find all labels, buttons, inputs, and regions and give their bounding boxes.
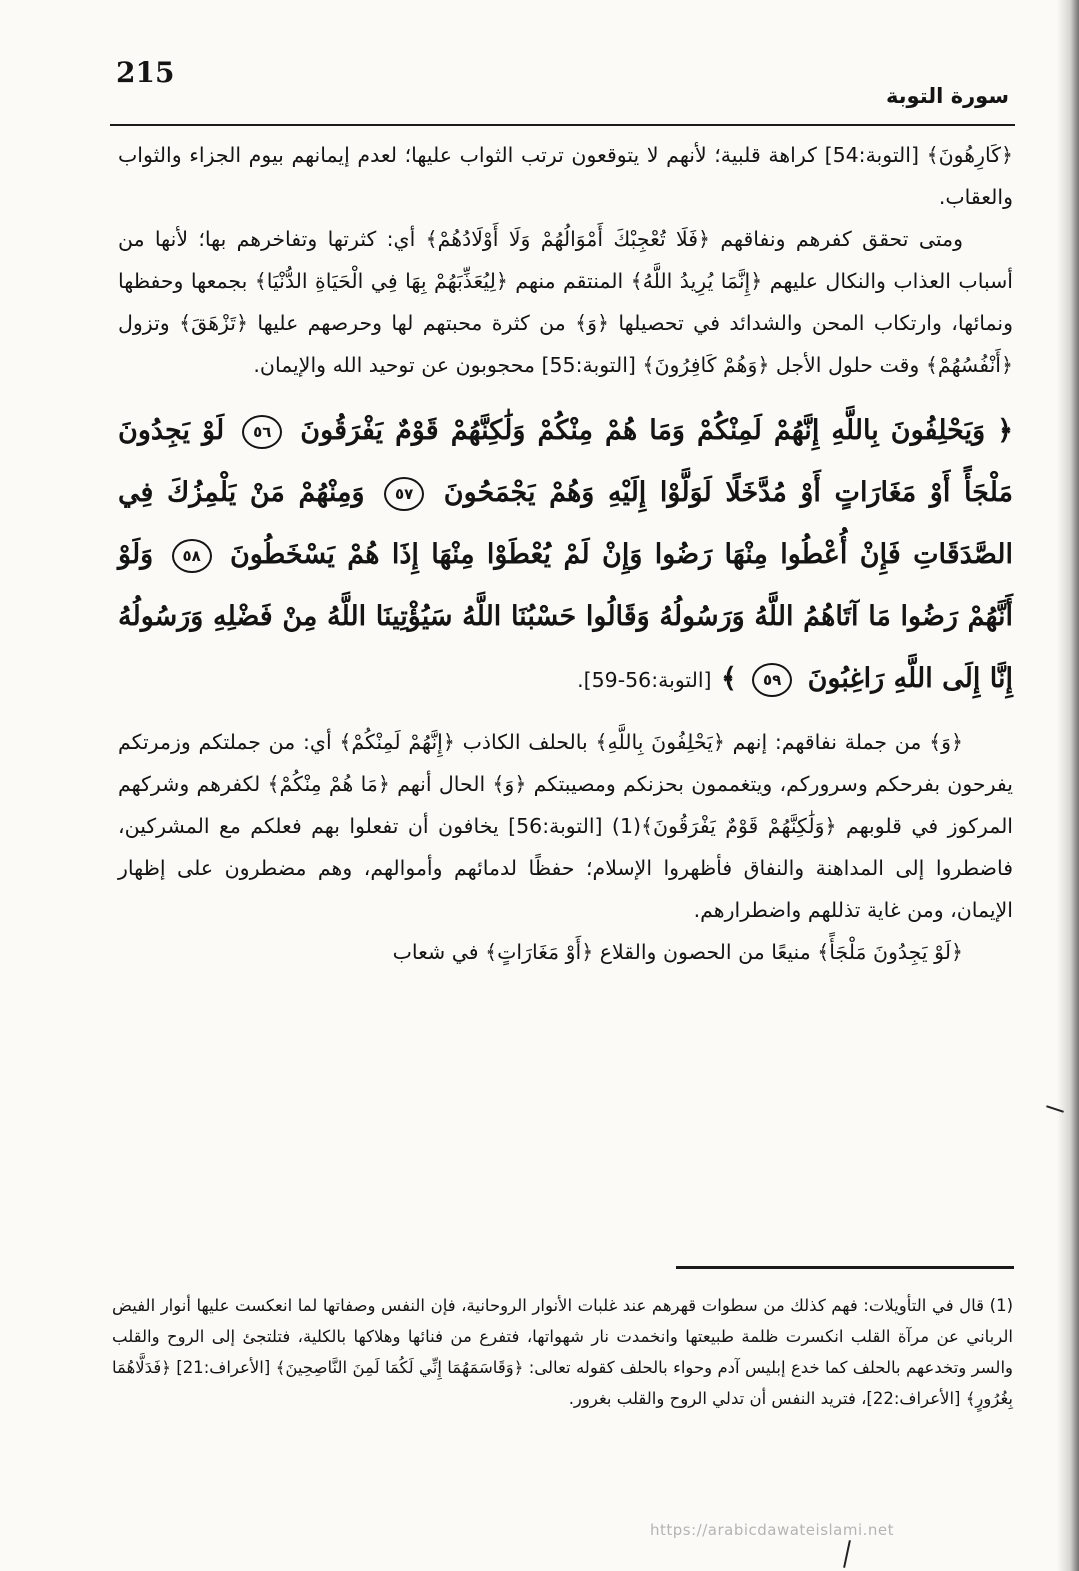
verse-57: لَوْ يَجِدُونَ مَلْجَأً أَوْ مَغَارَاتٍ أَوْ مُدَّخَلًا لَوَلَّوْا إِلَيْهِ وَهُمْ يَجْمَحُونَ xyxy=(118,415,1013,508)
ayah-number-57: ٥٧ xyxy=(384,477,424,511)
footnote-rule xyxy=(676,1266,1014,1269)
main-text xyxy=(118,134,1013,973)
quran-open-bracket: ﴿ xyxy=(997,415,1014,446)
verse-reference: [التوبة:56-59]. xyxy=(577,668,712,692)
verse-59: وَلَوْ أَنَّهُمْ رَضُوا مَا آتَاهُمُ اللَّهُ وَرَسُولُهُ وَقَالُوا حَسْبُنَا اللَّهُ سَيُؤْتِينَا اللَّهُ مِنْ فَضْلِهِ وَرَسُولُهُ إِنَّا إِلَى اللَّهِ رَاغِبُونَ xyxy=(118,539,1013,694)
ayah-number-59: ٥٩ xyxy=(752,663,792,697)
scan-mark xyxy=(843,1540,851,1568)
header-rule xyxy=(110,124,1015,126)
footnote xyxy=(112,1290,1013,1414)
paragraph-4: ﴿لَوْ يَجِدُونَ مَلْجَأً﴾ منيعًا من الحصون والقلاع ﴿أَوْ مَغَارَاتٍ﴾ في شعاب xyxy=(392,940,963,964)
surah-title: سورة التوبة xyxy=(885,84,1009,108)
paragraph-1: ﴿كَارِهُونَ﴾ [التوبة:54] كراهة قلبية؛ لأنهم لا يتوقعون ترتب الثواب عليها؛ لعدم إيمانهم بيوم الجزاء والثواب والعقاب. xyxy=(118,143,1013,209)
paragraph-2: ومتى تحقق كفرهم ونفاقهم ﴿فَلَا تُعْجِبْكَ أَمْوَالُهُمْ وَلَا أَوْلَادُهُمْ﴾ أي: كثرتها وتفاخرهم بها؛ لأنها من أسباب العذاب والنكال عليهم ﴿إِنَّمَا يُرِيدُ اللَّهُ﴾ المنتقم منهم ﴿لِيُعَذِّبَهُمْ بِهَا فِي الْحَيَاةِ الدُّنْيَا﴾ بجمعها وحفظها ونمائها، وارتكاب المحن والشدائد في تحصيلها ﴿وَ﴾ من كثرة محبتهم لها وحرصهم عليها ﴿تَزْهَقَ﴾ وتزول ﴿أَنْفُسُهُمْ﴾ وقت حلول الأجل ﴿وَهُمْ كَافِرُونَ﴾ [التوبة:55] محجوبون عن توحيد الله والإيمان. xyxy=(118,227,1013,377)
scan-edge-shadow xyxy=(1057,0,1079,1571)
ayah-number-56: ٥٦ xyxy=(242,415,282,449)
footnote-text: (1) قال في التأويلات: فهم كذلك من سطوات قهرهم عند غلبات الأنوار الروحانية، فإن النفس وصفاتها لما انعكست عليها أنوار الفيض الرباني عن مرآة القلب انكسرت ظلمة طبيعتها وانخمدت نار شهواتها، فتفرع من فنائها وهلاكها بالكلية، فتلتجئ إلى الروح والقلب والسر وتخدعهم بالحلف كما خدع إبليس آدم وحواء بالحلف كقوله تعالى: ﴿وَقَاسَمَهُمَا إِنِّي لَكُمَا لَمِنَ النَّاصِحِينَ﴾ [الأعراف:21] ﴿فَدَلَّاهُمَا بِغُرُورٍ﴾ [الأعراف:22]، فتريد النفس أن تدلي الروح والقلب بغرور. xyxy=(112,1296,1013,1408)
page-number: 215 xyxy=(116,56,175,89)
verse-58: وَمِنْهُمْ مَنْ يَلْمِزُكَ فِي الصَّدَقَاتِ فَإِنْ أُعْطُوا مِنْهَا رَضُوا وَإِنْ لَمْ يُعْطَوْا مِنْهَا إِذَا هُمْ يَسْخَطُونَ xyxy=(118,477,1013,570)
quran-verses-block xyxy=(118,400,1013,711)
quran-close-bracket: ﴾ xyxy=(720,663,737,694)
page-header xyxy=(110,56,1009,126)
verse-56: وَيَحْلِفُونَ بِاللَّهِ إِنَّهُمْ لَمِنْكُمْ وَمَا هُمْ مِنْكُمْ وَلَٰكِنَّهُمْ قَوْمٌ يَفْرَقُونَ xyxy=(300,415,986,446)
paragraph-3: ﴿وَ﴾ من جملة نفاقهم: إنهم ﴿يَحْلِفُونَ بِاللَّهِ﴾ بالحلف الكاذب ﴿إِنَّهُمْ لَمِنْكُمْ﴾ أي: من جملتكم وزمرتكم يفرحون بفرحكم وسروركم، ويتغممون بحزنكم ومصيبتكم ﴿وَ﴾ الحال أنهم ﴿مَا هُمْ مِنْكُمْ﴾ لكفرهم وشركهم المركوز في قلوبهم ﴿وَلَٰكِنَّهُمْ قَوْمٌ يَفْرَقُونَ﴾(1) [التوبة:56] يخافون أن تفعلوا بهم فعلكم مع المشركين، فاضطروا إلى المداهنة والنفاق فأظهروا الإسلام؛ حفظًا لدمائهم وأموالهم، وهم مضطرون على إظهار الإيمان، ومن غاية تذللهم واضطرارهم. xyxy=(118,730,1014,922)
watermark-url: https://arabicdawateislami.net xyxy=(650,1521,895,1539)
ayah-number-58: ٥٨ xyxy=(172,539,212,573)
